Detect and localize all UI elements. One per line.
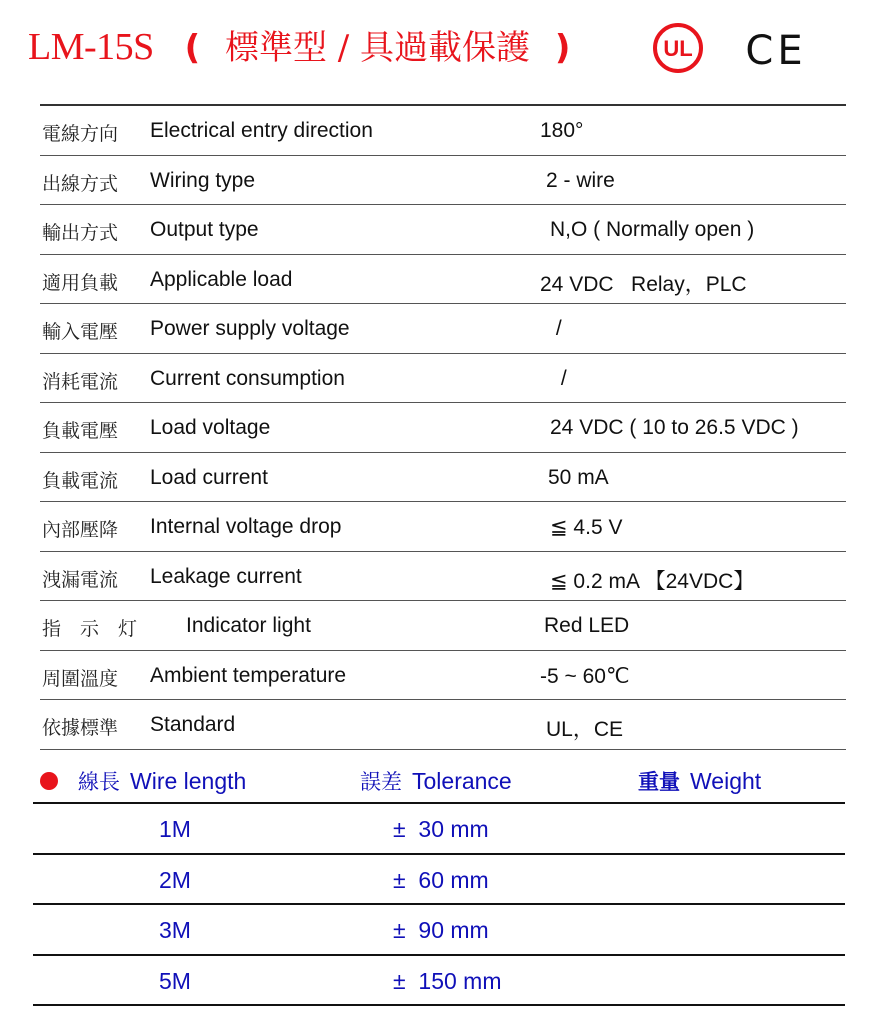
spec-label-en: Leakage current: [150, 564, 302, 588]
wire-length-cell: 3M: [159, 917, 191, 943]
wire-length-cell: 5M: [159, 967, 191, 994]
spec-label-en: Load voltage: [150, 416, 271, 439]
spec-label-zh: 內部壓降: [42, 519, 119, 541]
wire-row: [33, 905, 845, 956]
paren-close: ): [554, 28, 571, 68]
wire-row: [33, 855, 845, 906]
wire-row: [33, 956, 845, 1007]
product-subtitle: 標準型 / 具過載保護: [224, 28, 531, 68]
spec-label-zh: 負載電壓: [42, 420, 119, 442]
ul-logo: [652, 22, 704, 74]
spec-label-en: Wiring type: [150, 168, 256, 192]
tolerance-cell: ± 60 mm: [393, 866, 489, 893]
spec-row: [40, 700, 846, 750]
spec-label-zh: 輸出方式: [42, 222, 119, 244]
spec-row: [40, 502, 846, 552]
spec-label-en: Standard: [150, 713, 236, 736]
spec-label-zh: 輸入電壓: [42, 321, 119, 343]
spec-label-en: Internal voltage drop: [150, 515, 342, 538]
spec-label-en: Ambient temperature: [150, 663, 347, 687]
wire-table: [33, 802, 845, 1006]
spec-value: ≦ 0.2 mA 【24VDC】: [550, 569, 755, 593]
header-tolerance: [360, 766, 512, 796]
spec-value: /: [555, 366, 567, 390]
spec-label-en: Applicable load: [150, 267, 293, 291]
spec-row: [40, 205, 846, 255]
spec-row: [40, 255, 846, 305]
spec-label-zh: 消耗電流: [42, 370, 119, 393]
spec-value: N,O ( Normally open ): [550, 218, 755, 241]
spec-label-en: Load current: [150, 465, 268, 489]
header-wire-length: [78, 766, 246, 796]
spec-value: /: [550, 317, 562, 340]
tolerance-cell: ± 90 mm: [393, 917, 489, 943]
spec-row: [40, 651, 846, 701]
spec-label-zh: 周圍溫度: [42, 667, 119, 690]
wire-row: [33, 804, 845, 855]
spec-value: UL，CE: [546, 718, 624, 741]
spec-label-en: Electrical entry direction: [150, 119, 373, 142]
spec-row: [40, 304, 846, 354]
spec-row: [40, 106, 846, 156]
spec-label-en: Indicator light: [186, 614, 311, 637]
spec-row: [40, 354, 846, 404]
spec-row: [40, 453, 846, 503]
spec-table: [40, 104, 846, 750]
spec-value: 50 mA: [548, 465, 609, 489]
spec-row: [40, 156, 846, 206]
ce-logo: [742, 24, 810, 74]
spec-row: [40, 403, 846, 453]
spec-label-zh: 洩漏電流: [42, 568, 119, 591]
header-weight-zh: 重量: [638, 770, 680, 794]
spec-row: [40, 601, 846, 651]
spec-value: -5 ~ 60℃: [540, 664, 630, 688]
spec-label-zh: 依據標準: [42, 717, 119, 739]
header-weight-en: Weight: [690, 768, 762, 794]
model-name: LM-15S: [28, 26, 154, 68]
paren-open: (: [184, 28, 201, 68]
ce-logo-text: CE: [745, 28, 807, 74]
ul-logo-text: UL: [663, 36, 693, 61]
header-wire-length-en: Wire length: [130, 768, 247, 794]
spec-label-en: Output type: [150, 218, 259, 241]
tolerance-cell: ± 150 mm: [393, 967, 502, 994]
header-tolerance-zh: 誤差: [360, 770, 402, 794]
spec-label-zh: 電線方向: [42, 123, 119, 145]
title-row: [28, 14, 858, 84]
bullet-dot: [40, 772, 58, 790]
product-title: [28, 20, 570, 69]
spec-value: ≦ 4.5 V: [550, 516, 623, 539]
tolerance-cell: ± 30 mm: [393, 816, 489, 842]
header-tolerance-en: Tolerance: [412, 768, 512, 794]
spec-value: 24 VDC Relay，PLC: [540, 272, 747, 296]
spec-label-zh: 負載電流: [42, 469, 119, 492]
spec-label-zh: 出線方式: [42, 172, 119, 195]
wire-length-cell: 1M: [159, 816, 191, 842]
spec-label-zh: 適用負載: [42, 271, 119, 294]
header-weight: [638, 766, 761, 796]
spec-value: 2 - wire: [546, 168, 615, 192]
spec-value: 180°: [540, 119, 584, 142]
spec-label-zh: 指 示 灯: [42, 618, 138, 640]
spec-label-en: Current consumption: [150, 366, 345, 390]
spec-label-en: Power supply voltage: [150, 317, 350, 340]
wire-length-cell: 2M: [159, 866, 191, 893]
wire-table-header: [40, 758, 846, 802]
spec-value: 24 VDC ( 10 to 26.5 VDC ): [550, 416, 799, 439]
header-wire-length-zh: 線長: [78, 770, 120, 794]
spec-row: [40, 552, 846, 602]
spec-value: Red LED: [544, 614, 630, 637]
